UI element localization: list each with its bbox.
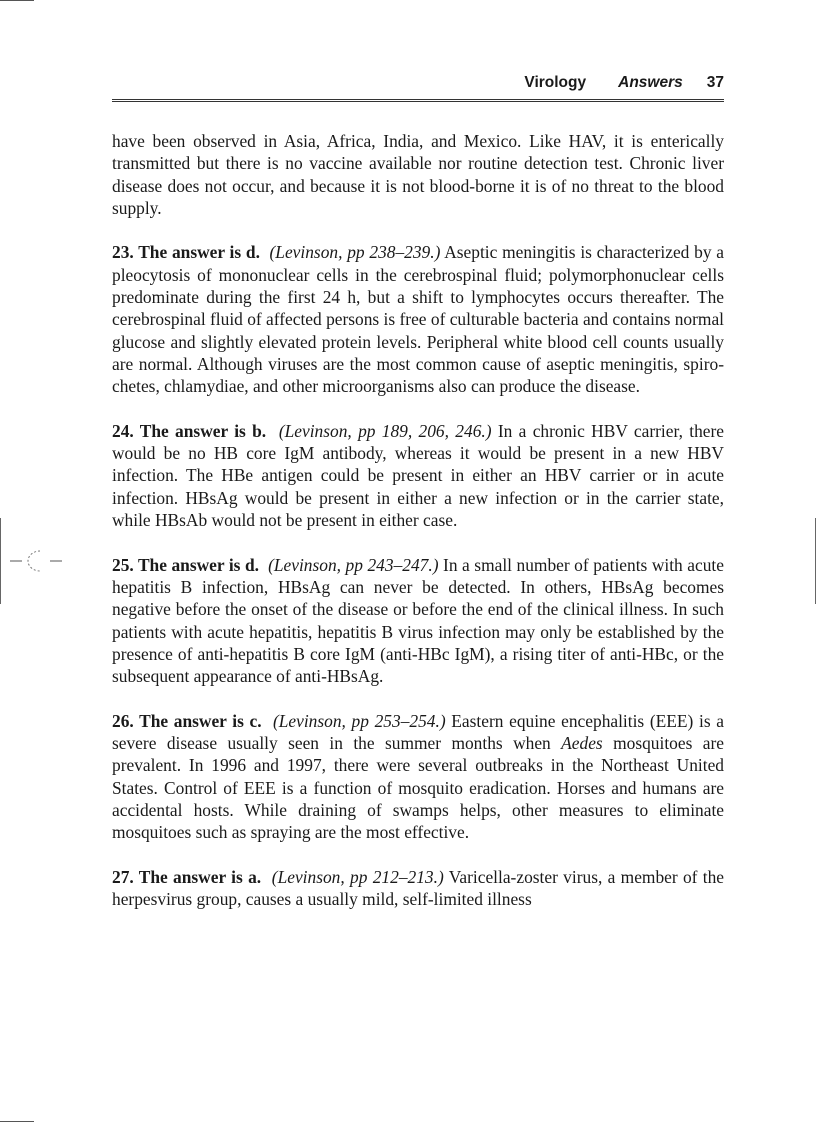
header-section: Virology xyxy=(524,74,587,91)
answer-text: In a small number of patients with acute hepatitis B infection, HBsAg can never be detected. In others, HBsAg becomes negative before the onset of the disease or before the end of the clinical illness. In such patients with acute hepatitis, hepatitis B virus infection may only be established by the presence of anti-hepatitis B core IgM (anti-HBc IgM), a rising titer of anti-HBc, or the subsequent appearance of anti-HBsAg. xyxy=(112,554,724,687)
answer-26 xyxy=(112,710,724,844)
answer-24 xyxy=(112,420,724,531)
crop-mark-top-left xyxy=(0,0,34,1)
answer-reference: (Levinson, pp 189, 206, 246.) xyxy=(278,420,492,441)
paragraph-text: have been observed in Asia, Africa, India, and Mexico. Like HAV, it is enterically transmitted but there is no vaccine available nor routine detection test. Chronic liver disease does not occur, and because it is not blood-borne it is of no threat to the blood supply. xyxy=(112,131,724,218)
paragraph-continuation xyxy=(112,130,724,219)
answer-label: 27. The answer is a. xyxy=(112,866,262,887)
answer-label: 25. The answer is d. xyxy=(112,554,259,575)
answer-text: Aseptic meningitis is characterized by a pleocytosis of mononuclear cells in the cerebrospinal fluid; polymorphonuclear cells predominate during the first 24 h, but a shift to lymphocytes occurs thereafter. The cerebrospinal fluid of affected persons is free of culturable bacteria and contains normal glucose and slightly elevated protein levels. Peripheral white blood cell counts usually are normal. Although viruses are the most common cause of aseptic meningitis, spirochetes, chlamydiae, and other microorganisms also can produce the disease. xyxy=(112,242,725,397)
header-part: Answers xyxy=(618,74,683,91)
answers-body xyxy=(112,130,724,933)
answer-reference: (Levinson, pp 212–213.) xyxy=(271,866,444,887)
page-number: 37 xyxy=(706,74,724,91)
answer-text-after: mosquitoes are prevalent. In 1996 and 1997, there were several outbreaks in the Northeast United States. Control of EEE is a function of mosquito eradication. Horses and humans are accidental hosts. While draining of swamps helps, other measures to eliminate mosquitoes such as spraying are the most effective. xyxy=(112,733,724,843)
answer-label: 26. The answer is c. xyxy=(112,710,262,731)
answer-reference: (Levinson, pp 253–254.) xyxy=(272,710,446,731)
running-header xyxy=(112,74,724,96)
answer-reference: (Levinson, pp 243–247.) xyxy=(268,554,439,575)
registration-line-left xyxy=(0,518,1,604)
header-rule xyxy=(112,99,724,102)
answer-25 xyxy=(112,554,724,688)
answer-label: 23. The answer is d. xyxy=(112,242,260,263)
answer-text: Varicella-zoster virus, a member of the herpesvirus group, causes a usually mild, self-limited illness xyxy=(112,866,725,910)
genus-name: Aedes xyxy=(561,733,603,754)
answer-27 xyxy=(112,866,724,911)
crop-mark-bottom-left xyxy=(0,1121,34,1122)
answer-label: 24. The answer is b. xyxy=(112,420,267,441)
registration-target-icon xyxy=(10,548,64,574)
answer-text-before: Eastern equine encephalitis (EEE) is a severe disease usually seen in the summer months when xyxy=(112,710,724,754)
answer-text: In a chronic HBV carrier, there would be no HB core IgM antibody, whereas it would be present in a new HBV infection. The HBe antigen could be present in either an HBV carrier or in acute infection. HBsAg would be present in either a new infection or in the carrier state, while HBsAb would not be present in either case. xyxy=(112,420,724,531)
answer-23 xyxy=(112,241,724,397)
answer-reference: (Levinson, pp 238–239.) xyxy=(269,242,441,263)
